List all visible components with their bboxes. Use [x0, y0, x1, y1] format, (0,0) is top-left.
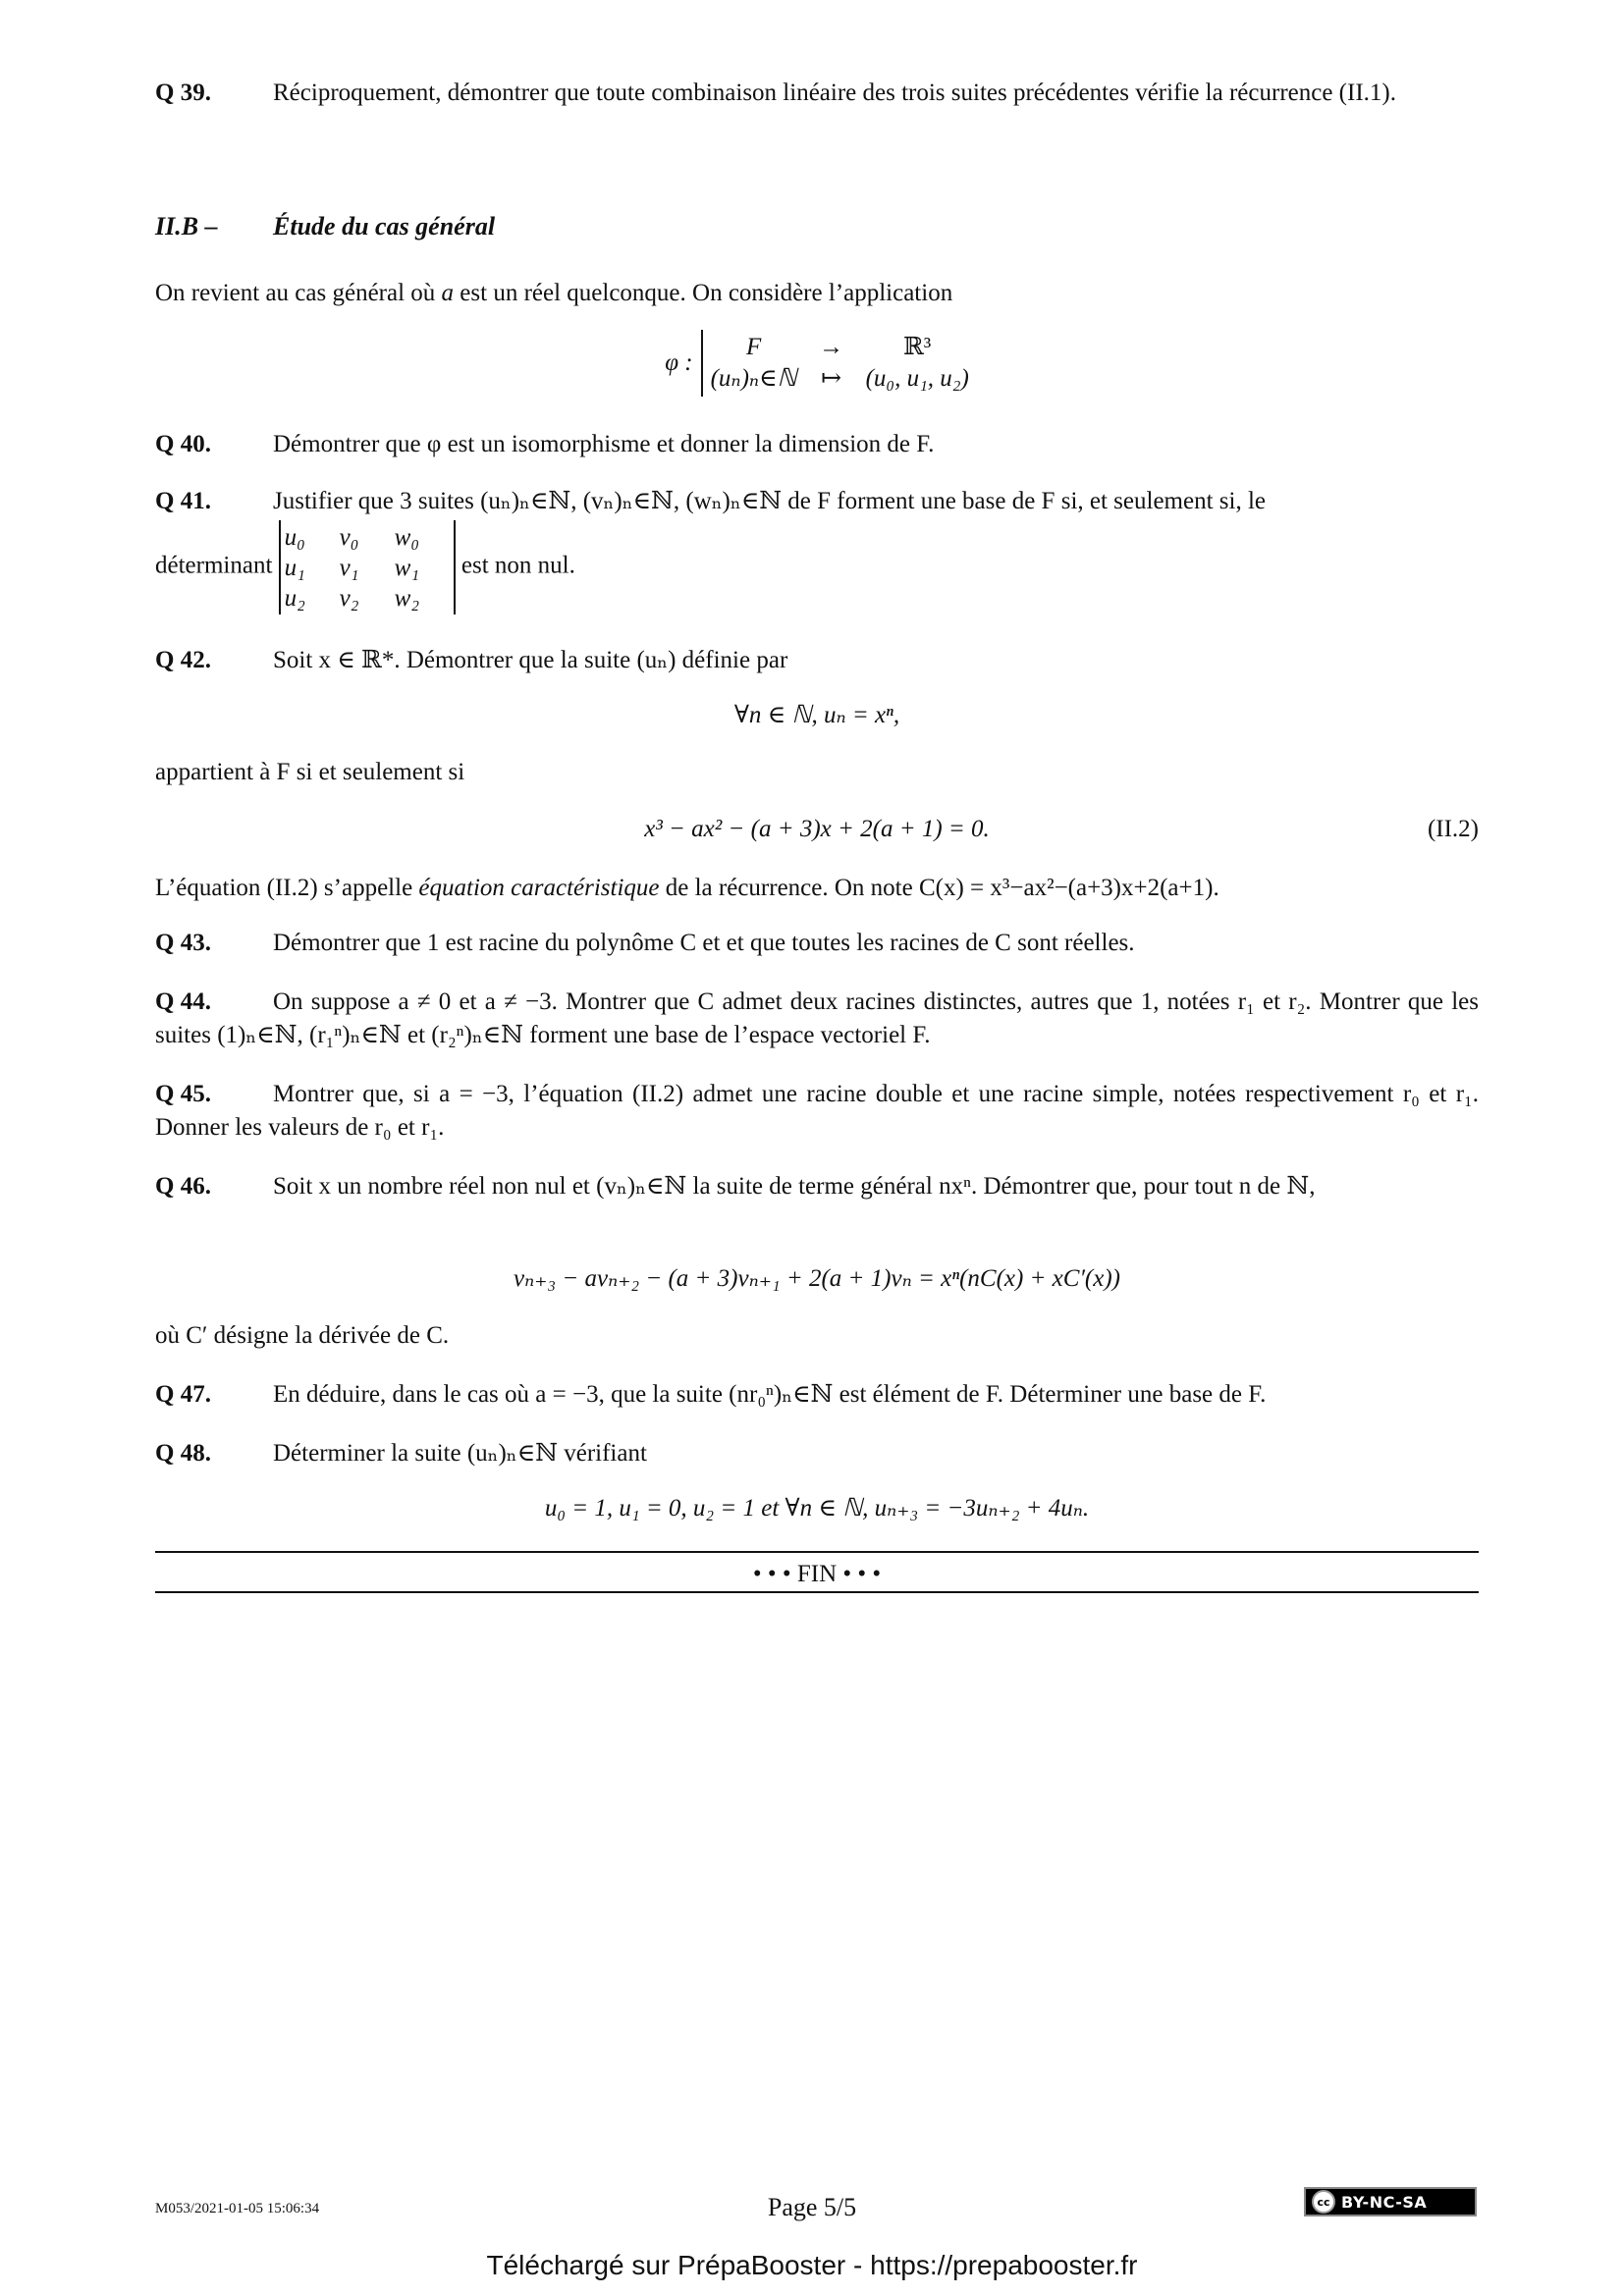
- det-label: déterminant: [155, 552, 273, 579]
- q46-after: où C′ désigne la dérivée de C.: [155, 1322, 450, 1349]
- question-45: [155, 1078, 1479, 1145]
- question-number: Q 45.: [155, 1081, 211, 1107]
- characteristic-equation-paragraph: [155, 872, 1479, 905]
- question-text: Réciproquement, démontrer que toute combinaison linéaire des trois suites précédentes vérifie la récurrence (II.1).: [273, 80, 1396, 106]
- license-label: BY-NC-SA: [1341, 2192, 1428, 2212]
- question-text: Soit x un nombre réel non nul et (vₙ)ₙ∈ℕ la suite de terme général nxⁿ. Démontrer que, pour tout n de ℕ,: [273, 1173, 1316, 1200]
- question-number: Q 40.: [155, 431, 211, 457]
- question-text: Soit x ∈ ℝ*. Démontrer que la suite (uₙ) définie par: [273, 647, 788, 673]
- question-number: Q 46.: [155, 1173, 211, 1200]
- phi-mapsto: ↦: [821, 365, 842, 392]
- download-link[interactable]: Téléchargé sur PrépaBooster - https://prepabooster.fr: [486, 2250, 1138, 2280]
- question-number: Q 47.: [155, 1381, 211, 1408]
- phi-mapping: [155, 330, 1479, 397]
- document-code: M053/2021-01-05 15:06:34: [155, 2201, 320, 2216]
- question-text: Démontrer que 1 est racine du polynôme C et et que toutes les racines de C sont réelles.: [273, 930, 1135, 956]
- end-marker: • • • FIN • • •: [752, 1561, 882, 1587]
- q46-display-equation: vₙ₊₃ − avₙ₊₂ − (a + 3)vₙ₊₁ + 2(a + 1)vₙ = xⁿ(nC(x) + xC′(x)): [514, 1265, 1120, 1292]
- question-39: [155, 77, 1479, 110]
- equation-II2: [155, 813, 1479, 846]
- det-cell: u₀: [284, 523, 305, 551]
- question-text: Déterminer la suite (uₙ)ₙ∈ℕ vérifiant: [273, 1440, 647, 1467]
- end-rule-bottom: [155, 1591, 1479, 1593]
- question-number: Q 39.: [155, 80, 211, 106]
- determinant: [279, 520, 456, 614]
- section-number: II.B –: [155, 212, 218, 240]
- question-48: [155, 1437, 1479, 1470]
- det-cell: v₁: [339, 554, 359, 581]
- question-text: Montrer que, si a = −3, l’équation (II.2) admet une racine double et une racine simple, notées respectivement r₀ et r₁. Donner les valeurs de r₀ et r₁.: [155, 1081, 1479, 1141]
- phi-codomain: ℝ³: [903, 334, 932, 360]
- phi-arrow: →: [819, 334, 844, 360]
- question-47: [155, 1378, 1479, 1412]
- intro-text-after: est un réel quelconque. On considère l’application: [454, 280, 953, 306]
- equation-body: x³ − ax² − (a + 3)x + 2(a + 1) = 0.: [644, 816, 990, 842]
- phi-domain: F: [745, 334, 762, 360]
- det-cell: w₀: [394, 523, 420, 551]
- det-cell: u₁: [284, 554, 305, 581]
- end-rule-top: [155, 1551, 1479, 1553]
- intro-variable: a: [441, 280, 455, 306]
- q48-display-equation: u₀ = 1, u₁ = 0, u₂ = 1 et ∀n ∈ ℕ, uₙ₊₃ = −3uₙ₊₂ + 4uₙ.: [544, 1495, 1090, 1522]
- q42-display-equation: ∀n ∈ ℕ, uₙ = xⁿ,: [733, 702, 900, 728]
- question-42: [155, 644, 1479, 677]
- question-41: [155, 485, 1479, 518]
- question-number: Q 43.: [155, 930, 211, 956]
- question-text: On suppose a ≠ 0 et a ≠ −3. Montrer que C admet deux racines distinctes, autres que 1, notées r₁ et r₂. Montrer que les suites (1)ₙ∈ℕ, (r₁ⁿ)ₙ∈ℕ et (r₂ⁿ)ₙ∈ℕ forment une base de l’espace vectoriel F.: [155, 988, 1479, 1048]
- question-46: [155, 1170, 1479, 1203]
- section-title: Étude du cas général: [273, 212, 496, 240]
- question-number: Q 41.: [155, 488, 211, 514]
- equation-label: (II.2): [1427, 816, 1479, 842]
- det-grid: [281, 522, 454, 614]
- phi-image: (u₀, u₁, u₂): [865, 365, 969, 392]
- cc-icon: cc: [1312, 2190, 1335, 2214]
- page-number: Page 5/5: [767, 2193, 857, 2221]
- question-text: En déduire, dans le cas où a = −3, que la suite (nr₀ⁿ)ₙ∈ℕ est élément de F. Déterminer une base de F.: [273, 1381, 1267, 1408]
- char-eq-before: L’équation (II.2) s’appelle: [155, 875, 419, 901]
- question-43: [155, 927, 1479, 960]
- char-eq-emphasis: équation caractéristique: [418, 875, 660, 901]
- question-number: Q 48.: [155, 1440, 211, 1467]
- char-eq-after: de la récurrence. On note C(x) = x³−ax²−(a+3)x+2(a+1).: [659, 875, 1219, 901]
- intro-paragraph: [155, 277, 1479, 310]
- phi-element: (uₙ)ₙ∈ℕ: [710, 365, 797, 392]
- intro-text-before: On revient au cas général où: [155, 280, 442, 306]
- det-cell: w₂: [394, 584, 420, 612]
- question-44: [155, 986, 1479, 1052]
- det-right-bar: [454, 520, 456, 614]
- question-41-determinant: [155, 520, 1479, 614]
- question-number: Q 44.: [155, 988, 211, 1015]
- license-badge[interactable]: [1304, 2187, 1477, 2216]
- phi-name: φ :: [665, 349, 693, 376]
- question-text: Justifier que 3 suites (uₙ)ₙ∈ℕ, (vₙ)ₙ∈ℕ, (wₙ)ₙ∈ℕ de F forment une base de F si, et seulement si, le: [273, 488, 1266, 514]
- det-cell: v₂: [339, 584, 359, 612]
- question-text: Démontrer que φ est un isomorphisme et donner la dimension de F.: [273, 431, 935, 457]
- det-cell: v₀: [339, 523, 359, 551]
- det-cell: u₂: [284, 584, 305, 612]
- section-heading: [155, 210, 1479, 243]
- question-number: Q 42.: [155, 647, 211, 673]
- det-after: est non nul.: [460, 552, 575, 579]
- phi-grid: [711, 332, 969, 395]
- phi-vertical-bar: [701, 330, 703, 397]
- question-40: [155, 428, 1479, 461]
- q42-then: appartient à F si et seulement si: [155, 759, 465, 785]
- det-cell: w₁: [394, 554, 420, 581]
